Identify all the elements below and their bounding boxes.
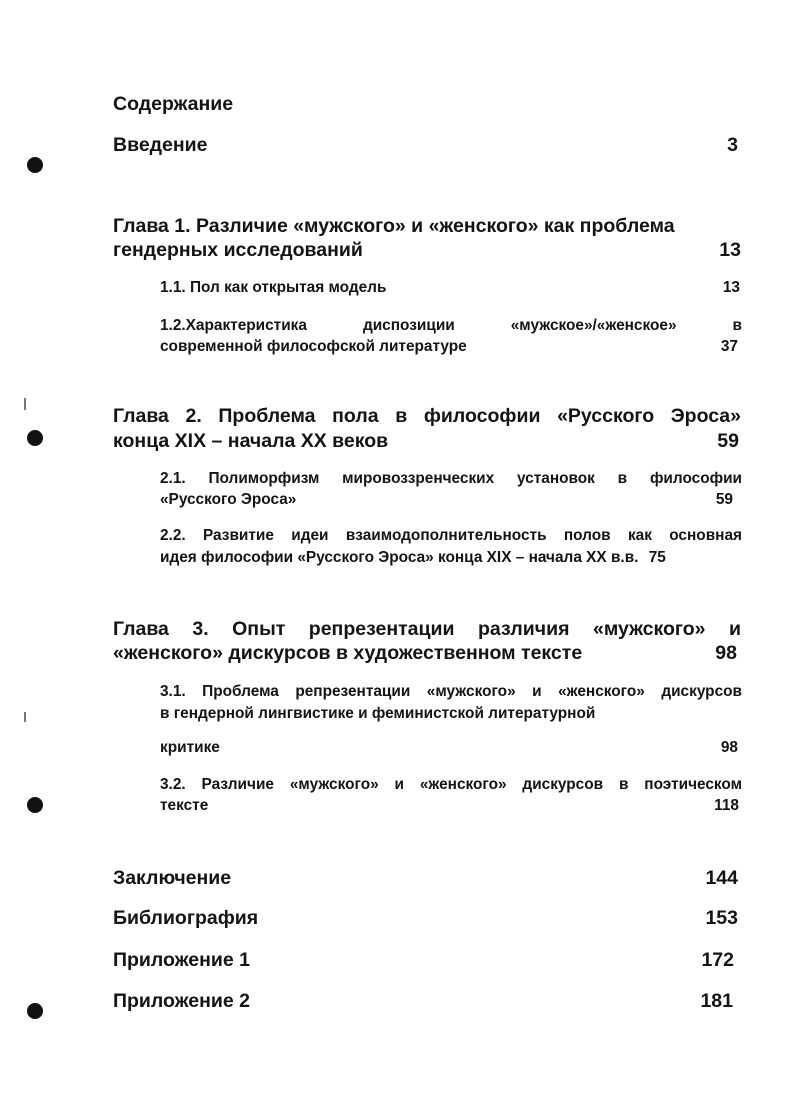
section-1-1	[160, 277, 740, 299]
section-title: 1.1. Пол как открытая модель	[160, 279, 387, 296]
chapter-page: 59	[717, 430, 739, 452]
section-3-1-line3	[160, 737, 738, 759]
section-page: 13	[722, 279, 740, 296]
section-3-1	[160, 681, 742, 703]
toc-entry-bibliography	[113, 906, 738, 930]
chapter-title-line1: Глава 1. Различие «мужского» и «женского» как проблема	[113, 215, 675, 237]
section-title-line1: 2.2. Развитие идеи взаимодополнительность полов как основная	[160, 527, 742, 544]
section-title-line1: 2.1. Полиморфизм мировоззренческих установок в философии	[160, 470, 742, 487]
section-title-line2: «Русского Эроса»	[160, 491, 297, 508]
section-title-line1: 1.2.Характеристика диспозиции «мужское»/«женское» в	[160, 317, 742, 334]
chapter-page: 98	[715, 642, 737, 664]
section-2-2	[160, 525, 742, 547]
section-title-line1: 3.1. Проблема репрезентации «мужского» и «женского» дискурсов	[160, 683, 742, 700]
section-3-1-line2	[160, 703, 742, 725]
toc-entry-intro	[113, 133, 738, 157]
chapter-3-heading	[113, 617, 741, 641]
section-2-1-line2	[160, 489, 733, 511]
entry-label: Приложение 1	[113, 949, 250, 971]
chapter-1-line2	[113, 238, 741, 262]
entry-page: 3	[727, 134, 738, 156]
entry-page: 153	[705, 907, 738, 929]
chapter-title-line1: Глава 2. Проблема пола в философии «Русского Эроса»	[113, 405, 741, 427]
section-3-2-line2	[160, 795, 739, 817]
entry-label: Приложение 2	[113, 990, 250, 1012]
entry-page: 181	[700, 990, 733, 1012]
binder-hole-1	[27, 157, 43, 173]
section-3-2	[160, 774, 742, 796]
section-2-1	[160, 468, 742, 490]
binder-hole-3	[27, 797, 43, 813]
chapter-3-line2	[113, 641, 737, 665]
chapter-2-heading	[113, 404, 741, 428]
section-1-2-line2	[160, 336, 738, 358]
section-title-line2: тексте	[160, 797, 209, 814]
section-title-line2: современной философской литературе	[160, 338, 467, 355]
section-page: 37	[720, 338, 738, 355]
chapter-title-line2: «женского» дискурсов в художественном тексте	[113, 642, 583, 664]
entry-page: 144	[705, 867, 738, 889]
entry-label: Введение	[113, 134, 208, 156]
binder-hole-2	[27, 430, 43, 446]
entry-label: Библиография	[113, 907, 259, 929]
toc-entry-appendix-2	[113, 989, 733, 1013]
chapter-page: 13	[719, 239, 741, 261]
chapter-2-line2	[113, 429, 739, 453]
section-page: 75	[648, 549, 666, 566]
section-2-2-line2	[160, 547, 736, 569]
section-page: 98	[720, 739, 738, 756]
section-1-2	[160, 315, 742, 337]
section-title-line2: в гендерной лингвистике и феминистской литературной	[160, 705, 596, 722]
chapter-title-line2: конца XIX – начала XX веков	[113, 430, 389, 452]
binder-hole-4	[27, 1003, 43, 1019]
section-page: 59	[715, 491, 733, 508]
toc-entry-conclusion	[113, 866, 738, 890]
chapter-title-line2: гендерных исследований	[113, 239, 363, 261]
section-title-line3: критике	[160, 739, 220, 756]
scan-mark	[24, 712, 26, 722]
section-title-line2: идея философии «Русского Эроса» конца XIX – начала XX в.в.	[160, 549, 639, 566]
chapter-line	[113, 214, 741, 238]
toc-title: Содержание	[113, 93, 234, 115]
entry-label: Заключение	[113, 867, 232, 889]
scan-mark	[24, 398, 26, 410]
section-title-line1: 3.2. Различие «мужского» и «женского» дискурсов в поэтическом	[160, 776, 742, 793]
chapter-1-heading	[113, 214, 741, 238]
section-page: 118	[714, 797, 739, 814]
entry-page: 172	[701, 949, 734, 971]
chapter-title-line1: Глава 3. Опыт репрезентации различия «мужского» и	[113, 618, 741, 640]
toc-entry-appendix-1	[113, 948, 734, 972]
